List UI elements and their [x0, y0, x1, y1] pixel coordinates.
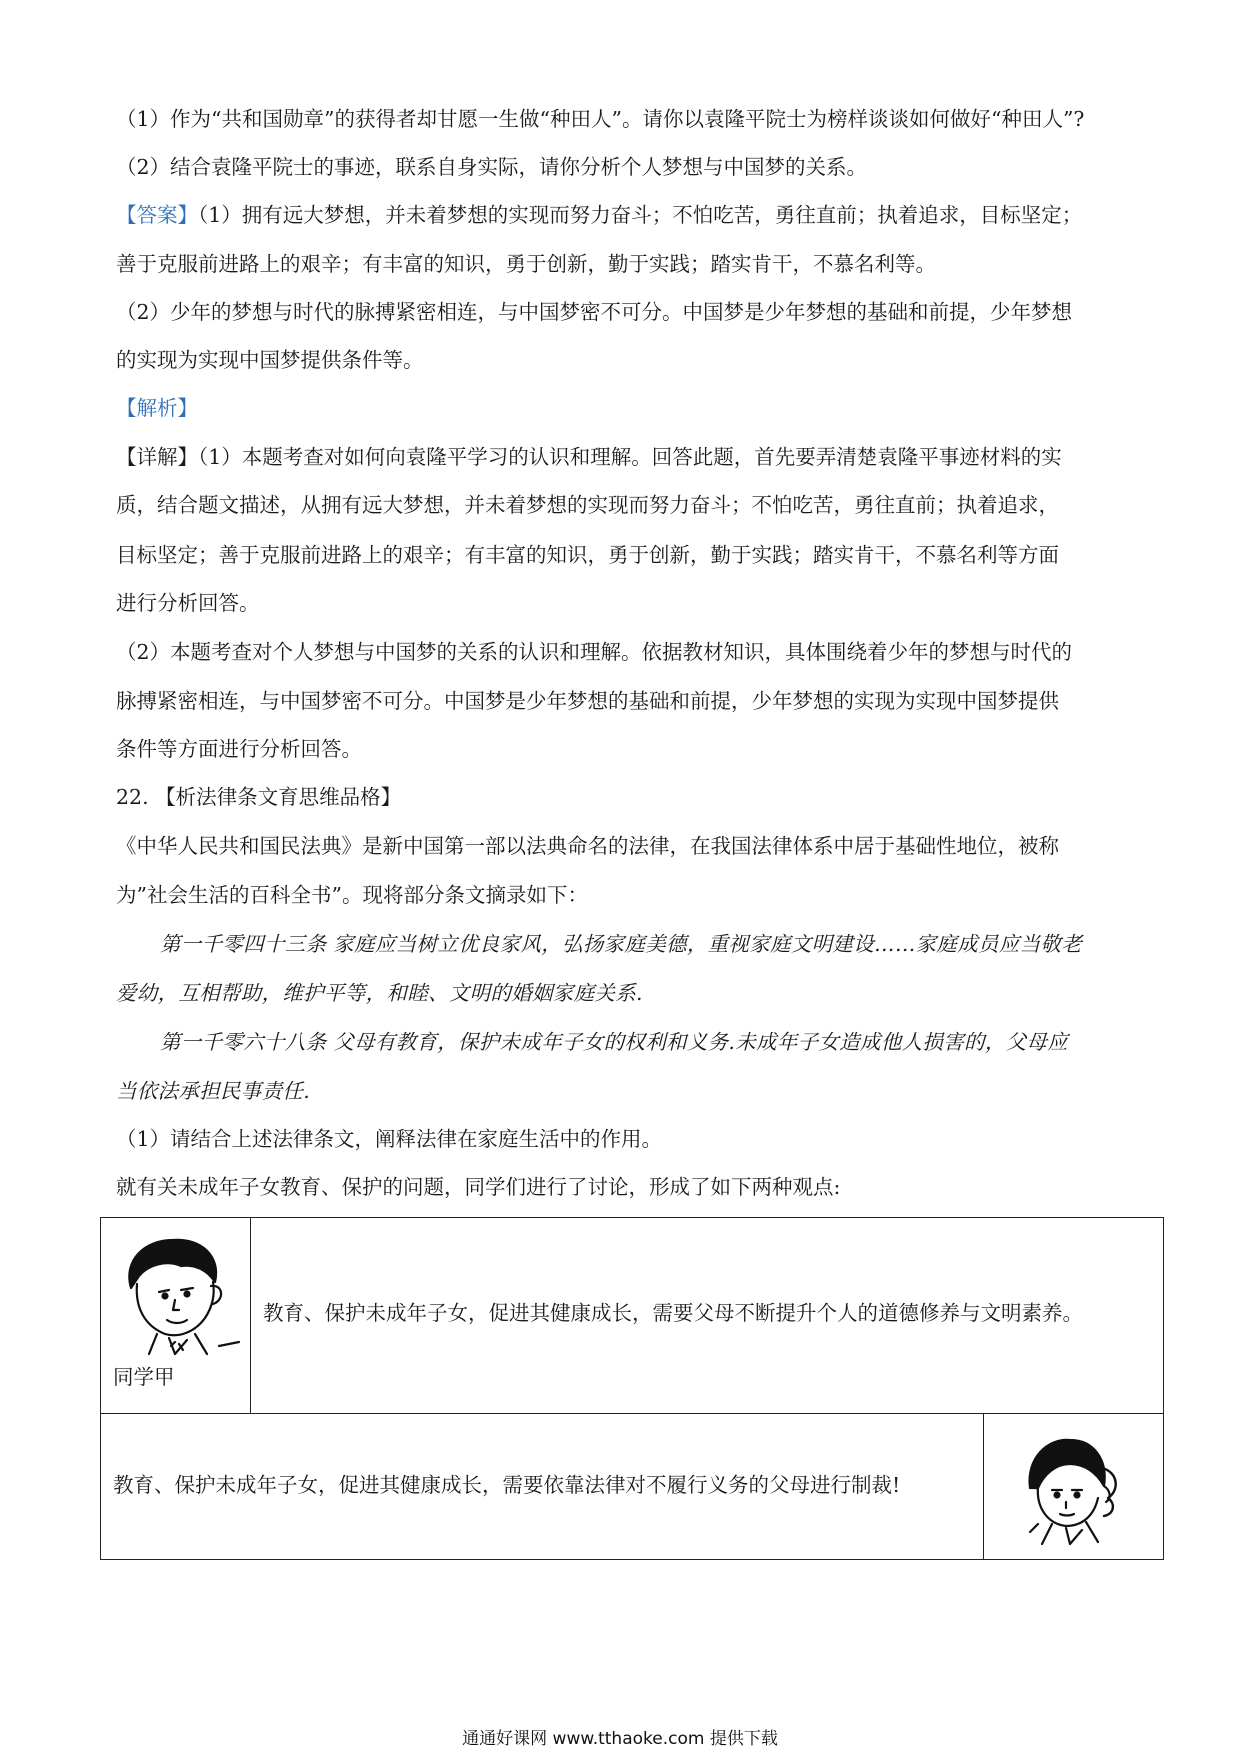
q21-sub2: （2）结合袁隆平院士的事迹，联系自身实际，请你分析个人梦想与中国梦的关系。: [116, 155, 868, 179]
student-b-view-cell: [101, 1414, 984, 1559]
girl-sketch-icon: [1008, 1428, 1128, 1548]
q22-sub1: （1）请结合上述法律条文，阐释法律在家庭生活中的作用。: [116, 1127, 663, 1151]
student-b-cell: [986, 1414, 1163, 1559]
detail2-line3: 条件等方面进行分析回答。: [116, 737, 362, 761]
q22-discussion: 就有关未成年子女教育、保护的问题，同学们进行了讨论，形成了如下两种观点:: [116, 1175, 841, 1199]
student-a-view: 教育、保护未成年子女，促进其健康成长，需要父母不断提升个人的道德修养与文明素养。: [263, 1301, 1083, 1325]
answer-label: 【答案】: [116, 203, 198, 227]
answer1-line2: 善于克服前进路上的艰辛；有丰富的知识，勇于创新，勤于实践；踏实肯干，不慕名利等。: [116, 252, 936, 276]
detail1-line4: 进行分析回答。: [116, 591, 260, 615]
student-a-cell: [101, 1218, 251, 1413]
law2-line2: 当依法承担民事责任.: [116, 1079, 311, 1103]
student-b-view: 教育、保护未成年子女，促进其健康成长，需要依靠法律对不履行义务的父母进行制裁!: [113, 1473, 901, 1497]
viewpoints-table: [100, 1217, 1164, 1560]
answer-block: [116, 200, 1132, 230]
answer2-line1: （2）少年的梦想与时代的脉搏紧密相连，与中国梦密不可分。中国梦是少年梦想的基础和前提，少年梦想: [116, 300, 1073, 324]
detail1-line3: 目标坚定；善于克服前进路上的艰辛；有丰富的知识，勇于创新，勤于实践；踏实肯干，不慕名利等方面: [116, 543, 1059, 567]
detail2-line2: 脉搏紧密相连，与中国梦密不可分。中国梦是少年梦想的基础和前提，少年梦想的实现为实现中国梦提供: [116, 689, 1059, 713]
analysis-label: 【解析】: [116, 396, 198, 420]
q22-intro-line2: 为”社会生活的百科全书”。现将部分条文摘录如下：: [116, 883, 588, 907]
student-a-view-cell: [253, 1218, 1163, 1413]
answer2-line2: 的实现为实现中国梦提供条件等。: [116, 348, 424, 372]
answer1-line1: （1）拥有远大梦想，并未着梦想的实现而努力奋斗；不怕吃苦，勇往直前；执着追求，目标坚定；: [198, 203, 1083, 227]
viewpoint-row-b: [101, 1414, 1163, 1559]
q22-heading: 22. 【析法律条文育思维品格】: [116, 785, 402, 809]
viewpoint-row-a: [101, 1218, 1163, 1414]
law2-line1: 第一千零六十八条 父母有教育，保护未成年子女的权利和义务.未成年子女造成他人损害的，父母应: [160, 1030, 1069, 1054]
student-a-label: 同学甲: [113, 1365, 175, 1389]
detail2-line1: （2）本题考查对个人梦想与中国梦的关系的认识和理解。依据教材知识，具体围绕着少年的梦想与时代的: [116, 640, 1073, 664]
law1-line2: 爱幼，互相帮助，维护平等，和睦、文明的婚姻家庭关系.: [116, 981, 643, 1005]
q21-sub1: （1）作为“共和国勋章”的获得者却甘愿一生做“种田人”。请你以袁隆平院士为榜样谈谈如何做好“种田人”?: [116, 107, 1085, 131]
law1-line1: 第一千零四十三条 家庭应当树立优良家风，弘扬家庭美德，重视家庭文明建设……家庭成员应当敬老: [160, 932, 1083, 956]
q22-intro-line1: 《中华人民共和国民法典》是新中国第一部以法典命名的法律，在我国法律体系中居于基础性地位，被称: [116, 834, 1059, 858]
detail1-line2: 质，结合题文描述，从拥有远大梦想，并未着梦想的实现而努力奋斗；不怕吃苦，勇往直前；执着追求，: [116, 493, 1059, 517]
boy-sketch-icon: [109, 1230, 249, 1360]
detail1-line1: 【详解】（1）本题考查对如何向袁隆平学习的认识和理解。回答此题，首先要弄清楚袁隆平事迹材料的实: [116, 445, 1062, 469]
page-footer: 通通好课网 www.tthaoke.com 提供下载: [462, 1729, 778, 1749]
